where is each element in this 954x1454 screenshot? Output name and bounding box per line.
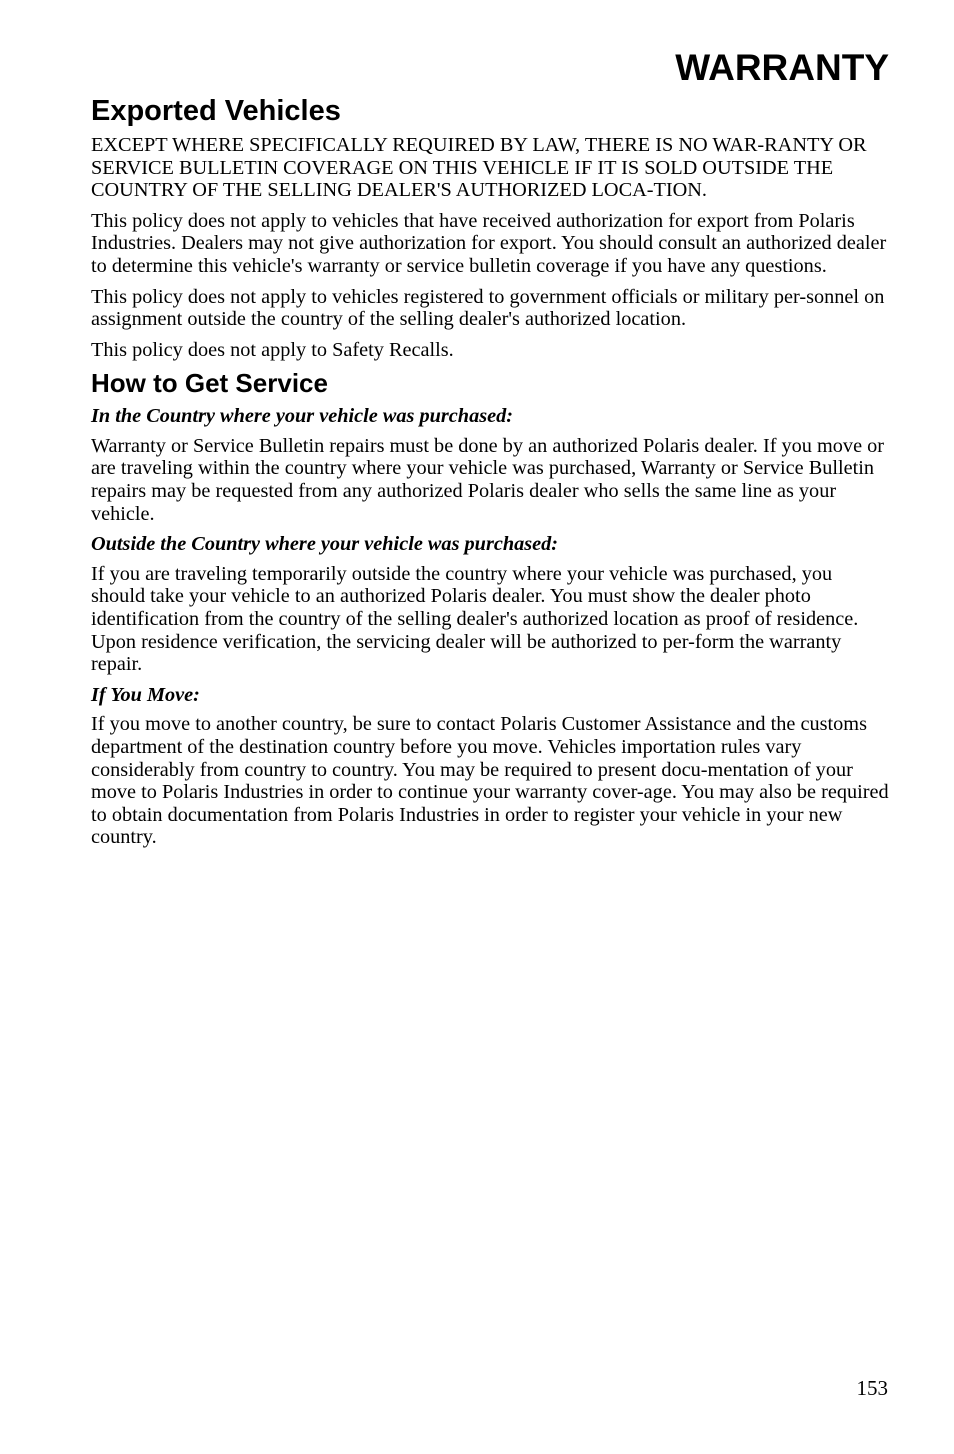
if-you-move-subheading: If You Move: [91, 683, 200, 706]
page-content [91, 48, 889, 857]
government-personnel-paragraph: This policy does not apply to vehicles registered to government officials or military per-sonnel on assignment outside the country of the selling dealer's authorized location. [91, 285, 885, 331]
exported-vehicles-section [91, 95, 889, 362]
outside-country-paragraph: If you are traveling temporarily outside the country where your vehicle was purchased, you should take your vehicle to an authorized Polaris dealer. You must show the dealer photo identification from the country of the selling dealer's authorized location as proof of residence. Upon residence verification, the servicing dealer will be authorized to per-form the warranty repair. [91, 562, 859, 676]
if-you-move-paragraph: If you move to another country, be sure to contact Polaris Customer Assistance and the customs department of the destination country before you move. Vehicles importation rules vary considerably from country to country. You may be required to present docu-mentation of your move to Polaris Industries in order to continue your warranty cover-age. You may also be required to obtain documentation from Polaris Industries in order to register your vehicle in your new country. [91, 713, 889, 849]
safety-recalls-paragraph: This policy does not apply to Safety Recalls. [91, 338, 454, 361]
export-authorization-paragraph: This policy does not apply to vehicles that have received authorization for export from Polaris Industries. Dealers may not give authorization for export. You should consult an authorized dealer to determine this vehicle's warranty or service bulletin coverage if you have any questions. [91, 209, 887, 277]
in-country-subheading: In the Country where your vehicle was purchased: [91, 405, 513, 428]
how-to-get-service-heading: How to Get Service [91, 368, 328, 399]
exported-vehicles-heading: Exported Vehicles [91, 94, 341, 127]
page-number: 153 [856, 1376, 888, 1400]
how-to-get-service-section [91, 369, 889, 849]
outside-country-subheading: Outside the Country where your vehicle was purchased: [91, 533, 559, 556]
export-disclaimer-paragraph: EXCEPT WHERE SPECIFICALLY REQUIRED BY LAW, THERE IS NO WAR-RANTY OR SERVICE BULLETIN COVERAGE ON THIS VEHICLE IF IT IS SOLD OUTSIDE THE COUNTRY OF THE SELLING DEALER'S AUTHORIZED LOCA-TION. [91, 134, 867, 202]
in-country-paragraph: Warranty or Service Bulletin repairs must be done by an authorized Polaris dealer. If you move or are traveling within the country where your vehicle was purchased, Warranty or Service Bulletin repairs may be requested from any authorized Polaris dealer who sells the same line as your vehicle. [91, 434, 885, 525]
chapter-title: WARRANTY [675, 47, 889, 88]
